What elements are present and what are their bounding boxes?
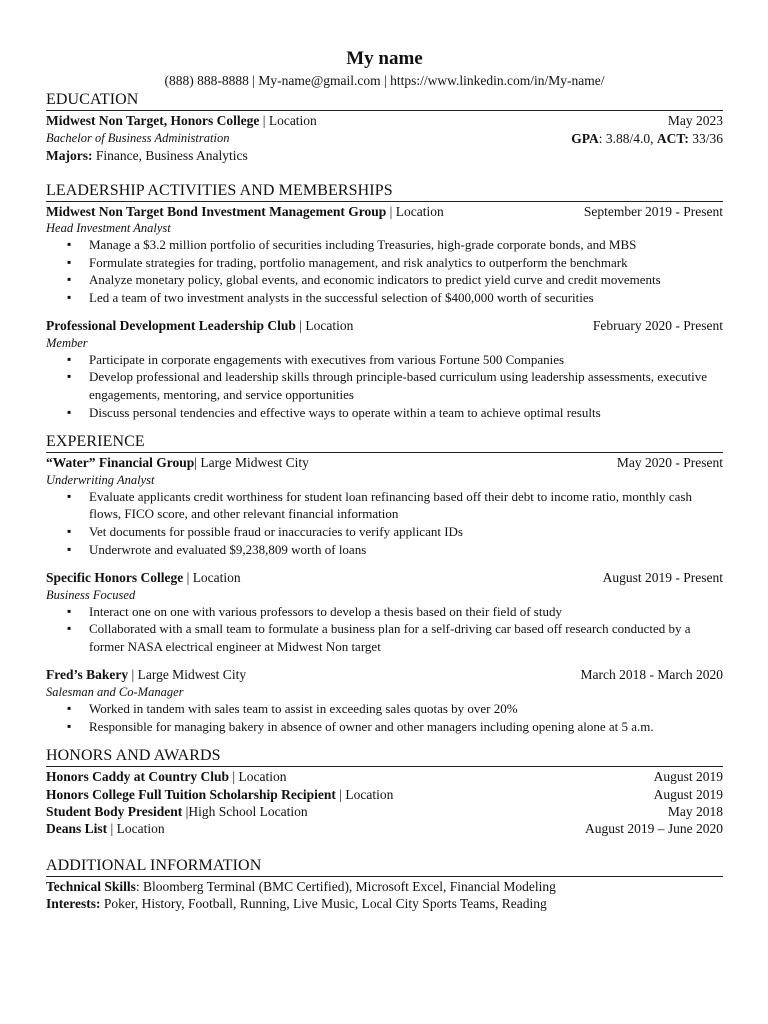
bullet-item: ▪ Participate in corporate engagements with executives from various Fortune 500 Companies (89, 351, 723, 369)
bullet-item: ▪ Evaluate applicants credit worthiness for student loan refinancing based off their debt to income ratio, monthly cash flows, FICO score, and other relevant financial information (89, 488, 723, 523)
honor-item: Deans List | Location August 2019 – June 2020 (46, 821, 723, 837)
gpa-act: GPA: 3.88/4.0, ACT: 33/36 (571, 130, 723, 146)
bullet-item: ▪ Formulate strategies for trading, portfolio management, and risk analytics to outperform the benchmark (89, 254, 723, 272)
leadership-title: LEADERSHIP ACTIVITIES AND MEMBERSHIPS (46, 181, 723, 202)
bullet-item: ▪ Develop professional and leadership skills through principle-based curriculum using leadership assessments, executive engagements, mentoring, and service opportunities (89, 368, 723, 403)
bullet-item: ▪ Responsible for managing bakery in absence of owner and other managers including opening alone at 5 a.m. (89, 718, 723, 736)
role-title: Salesman and Co-Manager (46, 684, 184, 699)
bullet-item: ▪ Analyze monetary policy, global events, and economic indicators to predict yield curve and credit movements (89, 271, 723, 289)
education-degree-row (46, 130, 723, 148)
interests-row: Interests: Poker, History, Football, Running, Live Music, Local City Sports Teams, Reading (46, 896, 547, 912)
school-name: Midwest Non Target, Honors College (46, 113, 260, 128)
degree: Bachelor of Business Administration (46, 130, 230, 145)
bullet-list (46, 351, 723, 421)
experience-entry: “Water” Financial Group| Large Midwest City May 2020 - Present Underwriting Analyst ▪ Evaluate applicants credit worthiness for student loan refinancing based off their debt to income ratio, monthly cash flows, FICO score, and other relevant financial information ▪ Vet documents for possible fraud or inaccuracies to verify applicant IDs ▪ Underwrote and evaluated $9,238,809 worth of loans (46, 454, 723, 558)
email-address: My-name@gmail.com (258, 73, 381, 88)
linkedin-url: https://www.linkedin.com/in/My-name/ (390, 73, 605, 88)
bullet-item: ▪ Vet documents for possible fraud or inaccuracies to verify applicant IDs (89, 523, 723, 541)
bullet-item: ▪ Interact one on one with various professors to develop a thesis based on their field of study (89, 603, 723, 621)
graduation-date: May 2023 (667, 113, 723, 128)
honor-item: Student Body President |High School Location May 2018 (46, 803, 723, 819)
leadership-entry: Midwest Non Target Bond Investment Management Group | Location September 2019 - Present Head Investment Analyst ▪ Manage a $3.2 million portfolio of securities including Treasuries, high-grade corporate bonds, and MBS ▪ Formulate strategies for trading, portfolio management, and risk analytics to outperform the benchmark ▪ Analyze monetary policy, global events, and economic indicators to predict yield curve and credit movements ▪ Led a team of two investment analysts in the successful selection of $400,000 worth of securities (46, 203, 723, 307)
role-title: Member (46, 335, 88, 350)
bullet-item: ▪ Manage a $3.2 million portfolio of securities including Treasuries, high-grade corporate bonds, and MBS (89, 236, 723, 254)
additional-section (46, 856, 723, 913)
contact-line: (888) 888-8888 | My-name@gmail.com | https://www.linkedin.com/in/My-name/ (164, 73, 605, 88)
bullet-item: ▪ Discuss personal tendencies and effective ways to operate within a team to achieve optimal results (89, 404, 723, 422)
bullet-item: ▪ Led a team of two investment analysts in the successful selection of $400,000 worth of securities (89, 289, 723, 307)
honor-item: Honors College Full Tuition Scholarship Recipient | Location August 2019 (46, 786, 723, 802)
role-title: Head Investment Analyst (46, 221, 171, 235)
honors-title: HONORS AND AWARDS (46, 746, 723, 767)
phone-number: (888) 888-8888 (164, 73, 249, 88)
bullet-list (46, 603, 723, 656)
additional-title: ADDITIONAL INFORMATION (46, 856, 723, 877)
bullet-list (46, 236, 723, 306)
bullet-item: ▪ Underwrote and evaluated $9,238,809 worth of loans (89, 541, 723, 559)
bullet-list (46, 700, 723, 735)
bullet-list (46, 488, 723, 558)
bullet-item: ▪ Worked in tandem with sales team to assist in exceeding sales quotas by over 20% (89, 700, 723, 718)
honors-section (46, 746, 723, 838)
role-title: Business Focused (46, 587, 136, 602)
education-majors-row: Majors: Finance, Business Analytics (46, 148, 248, 163)
experience-section (46, 432, 723, 735)
education-title: EDUCATION (46, 90, 723, 111)
experience-title: EXPERIENCE (46, 432, 723, 453)
leadership-entry: Professional Development Leadership Club | Location February 2020 - Present Member ▪ Participate in corporate engagements with executives from various Fortune 500 Companies ▪ Develop professional and leadership skills through principle-based curriculum using leadership assessments, executive engagements, mentoring, and service opportunities ▪ Discuss personal tendencies and effective ways to operate within a team to achieve optimal results (46, 317, 723, 421)
honor-item: Honors Caddy at Country Club | Location August 2019 (46, 769, 723, 785)
skills-row: Technical Skills: Bloomberg Terminal (BMC Certified), Microsoft Excel, Financial Modeling (46, 878, 556, 894)
resume-name: My name (346, 48, 423, 69)
education-school-row: Midwest Non Target, Honors College | Location May 2023 (46, 113, 723, 128)
education-section (46, 90, 723, 165)
role-title: Underwriting Analyst (46, 472, 155, 487)
school-location: Location (268, 113, 317, 128)
experience-entry: Specific Honors College | Location August 2019 - Present Business Focused ▪ Interact one on one with various professors to develop a thesis based on their field of study ▪ Collaborated with a small team to formulate a business plan for a self-driving car based off research conducted by a former NASA electrical engineer at Midwest Non target (46, 569, 723, 655)
bullet-item: ▪ Collaborated with a small team to formulate a business plan for a self-driving car based off research conducted by a former NASA electrical engineer at Midwest Non target (89, 620, 723, 655)
resume-page (46, 46, 723, 913)
experience-entry: Fred’s Bakery | Large Midwest City March 2018 - March 2020 Salesman and Co-Manager ▪ Worked in tandem with sales team to assist in exceeding sales quotas by over 20% ▪ Responsible for managing bakery in absence of owner and other managers including opening alone at 5 a.m. (46, 666, 723, 735)
leadership-section (46, 181, 723, 422)
